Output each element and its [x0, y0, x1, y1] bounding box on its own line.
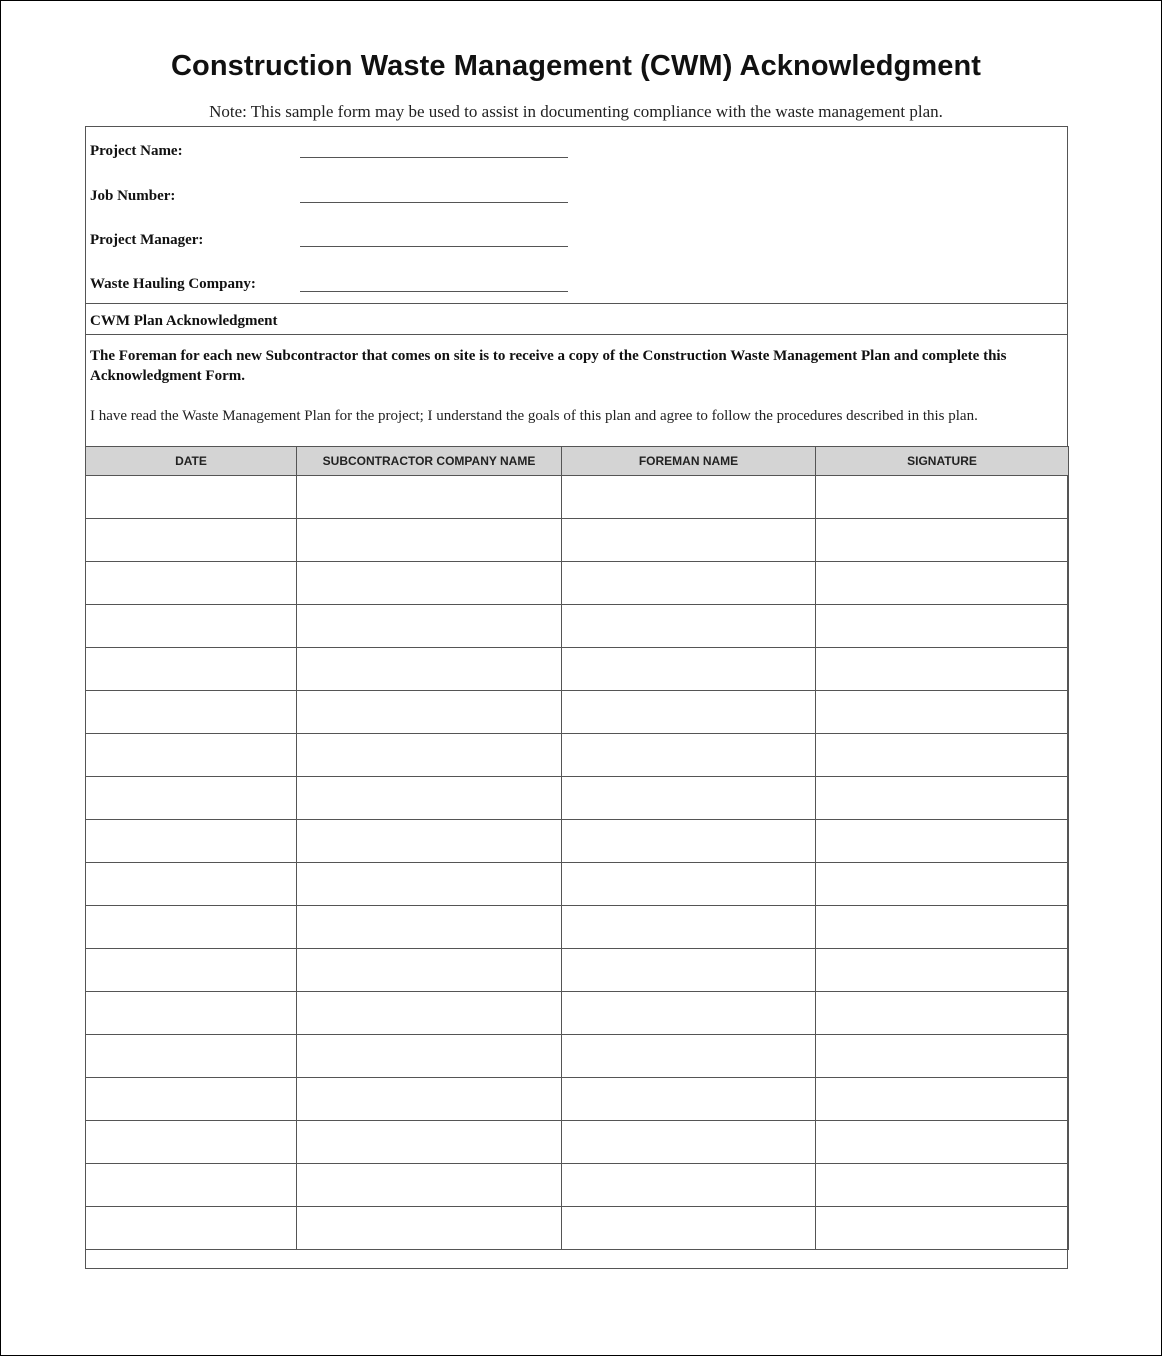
signature-cell[interactable]: [816, 949, 1069, 992]
foreman-name-cell[interactable]: [562, 734, 816, 777]
table-row: [86, 605, 1069, 648]
subcontractor-company-name-cell[interactable]: [297, 777, 562, 820]
job-number-field[interactable]: [300, 202, 568, 203]
subcontractor-company-name-cell[interactable]: [297, 906, 562, 949]
project-manager-label: Project Manager:: [90, 232, 204, 248]
table-row: [86, 863, 1069, 906]
date-cell[interactable]: [86, 562, 297, 605]
table-body: [86, 476, 1069, 1250]
instruction-text: The Foreman for each new Subcontractor that comes on site is to receive a copy of the Construction Waste Management Plan and complete this Acknowledgment Form.: [90, 348, 1007, 384]
date-cell[interactable]: [86, 605, 297, 648]
date-cell[interactable]: [86, 1035, 297, 1078]
table-row: [86, 519, 1069, 562]
signature-cell[interactable]: [816, 691, 1069, 734]
date-cell[interactable]: [86, 906, 297, 949]
table-row: [86, 1078, 1069, 1121]
subcontractor-company-name-cell[interactable]: [297, 519, 562, 562]
signature-cell[interactable]: [816, 519, 1069, 562]
subcontractor-company-name-cell[interactable]: [297, 1207, 562, 1250]
subcontractor-company-name-cell[interactable]: [297, 691, 562, 734]
table-row: [86, 949, 1069, 992]
foreman-name-cell[interactable]: [562, 519, 816, 562]
table-header-row: [86, 447, 1069, 476]
foreman-name-cell[interactable]: [562, 605, 816, 648]
foreman-name-cell[interactable]: [562, 476, 816, 519]
signature-cell[interactable]: [816, 648, 1069, 691]
column-header-signature: SIGNATURE: [816, 447, 1069, 476]
table-row: [86, 1164, 1069, 1207]
foreman-name-cell[interactable]: [562, 562, 816, 605]
date-cell[interactable]: [86, 820, 297, 863]
table-row: [86, 691, 1069, 734]
signature-cell[interactable]: [816, 992, 1069, 1035]
signature-cell[interactable]: [816, 1207, 1069, 1250]
signature-cell[interactable]: [816, 734, 1069, 777]
table-row: [86, 476, 1069, 519]
divider: [85, 303, 1068, 304]
waste-hauling-company-field[interactable]: [300, 291, 568, 292]
signature-cell[interactable]: [816, 820, 1069, 863]
signature-cell[interactable]: [816, 562, 1069, 605]
foreman-name-cell[interactable]: [562, 863, 816, 906]
subcontractor-company-name-cell[interactable]: [297, 605, 562, 648]
subcontractor-company-name-cell[interactable]: [297, 1035, 562, 1078]
subcontractor-company-name-cell[interactable]: [297, 992, 562, 1035]
column-header-foreman-name: FOREMAN NAME: [562, 447, 816, 476]
date-cell[interactable]: [86, 1207, 297, 1250]
table-row: [86, 1207, 1069, 1250]
table-row: [86, 906, 1069, 949]
subcontractor-company-name-cell[interactable]: [297, 1121, 562, 1164]
table-row: [86, 562, 1069, 605]
section-title: CWM Plan Acknowledgment: [90, 313, 278, 329]
foreman-name-cell[interactable]: [562, 777, 816, 820]
signature-cell[interactable]: [816, 476, 1069, 519]
signature-cell[interactable]: [816, 1164, 1069, 1207]
project-manager-field[interactable]: [300, 246, 568, 247]
foreman-name-cell[interactable]: [562, 906, 816, 949]
date-cell[interactable]: [86, 648, 297, 691]
signature-cell[interactable]: [816, 906, 1069, 949]
foreman-name-cell[interactable]: [562, 1121, 816, 1164]
column-header-subcontractor-company-name: SUBCONTRACTOR COMPANY NAME: [297, 447, 562, 476]
signature-cell[interactable]: [816, 863, 1069, 906]
project-name-label: Project Name:: [90, 143, 183, 159]
date-cell[interactable]: [86, 691, 297, 734]
form-note: Note: This sample form may be used to assist in documenting compliance with the waste management plan.: [209, 102, 943, 121]
form-title: Construction Waste Management (CWM) Acknowledgment: [170, 50, 982, 82]
subcontractor-company-name-cell[interactable]: [297, 949, 562, 992]
foreman-name-cell[interactable]: [562, 949, 816, 992]
job-number-label: Job Number:: [90, 188, 176, 204]
divider: [85, 334, 1068, 335]
subcontractor-company-name-cell[interactable]: [297, 1164, 562, 1207]
acknowledgment-statement: I have read the Waste Management Plan for the project; I understand the goals of this plan and agree to follow the procedures described in this plan.: [90, 408, 978, 424]
foreman-name-cell[interactable]: [562, 820, 816, 863]
date-cell[interactable]: [86, 1164, 297, 1207]
signature-cell[interactable]: [816, 1078, 1069, 1121]
signature-cell[interactable]: [816, 777, 1069, 820]
table-row: [86, 777, 1069, 820]
waste-hauling-company-label: Waste Hauling Company:: [90, 276, 256, 292]
date-cell[interactable]: [86, 519, 297, 562]
foreman-name-cell[interactable]: [562, 1078, 816, 1121]
foreman-name-cell[interactable]: [562, 992, 816, 1035]
signature-cell[interactable]: [816, 1035, 1069, 1078]
subcontractor-company-name-cell[interactable]: [297, 476, 562, 519]
foreman-name-cell[interactable]: [562, 1035, 816, 1078]
foreman-name-cell[interactable]: [562, 648, 816, 691]
foreman-name-cell[interactable]: [562, 1207, 816, 1250]
project-name-field[interactable]: [300, 157, 568, 158]
acknowledgment-table: [85, 446, 1069, 1250]
subcontractor-company-name-cell[interactable]: [297, 820, 562, 863]
date-cell[interactable]: [86, 949, 297, 992]
table-row: [86, 820, 1069, 863]
table-row: [86, 1121, 1069, 1164]
table-row: [86, 992, 1069, 1035]
date-cell[interactable]: [86, 734, 297, 777]
subcontractor-company-name-cell[interactable]: [297, 863, 562, 906]
date-cell[interactable]: [86, 863, 297, 906]
subcontractor-company-name-cell[interactable]: [297, 562, 562, 605]
table-row: [86, 1035, 1069, 1078]
table-row: [86, 648, 1069, 691]
date-cell[interactable]: [86, 1078, 297, 1121]
subcontractor-company-name-cell[interactable]: [297, 734, 562, 777]
date-cell[interactable]: [86, 1121, 297, 1164]
date-cell[interactable]: [86, 992, 297, 1035]
date-cell[interactable]: [86, 777, 297, 820]
foreman-name-cell[interactable]: [562, 1164, 816, 1207]
signature-cell[interactable]: [816, 1121, 1069, 1164]
subcontractor-company-name-cell[interactable]: [297, 1078, 562, 1121]
subcontractor-company-name-cell[interactable]: [297, 648, 562, 691]
signature-cell[interactable]: [816, 605, 1069, 648]
column-header-date: DATE: [86, 447, 297, 476]
foreman-name-cell[interactable]: [562, 691, 816, 734]
table-row: [86, 734, 1069, 777]
date-cell[interactable]: [86, 476, 297, 519]
